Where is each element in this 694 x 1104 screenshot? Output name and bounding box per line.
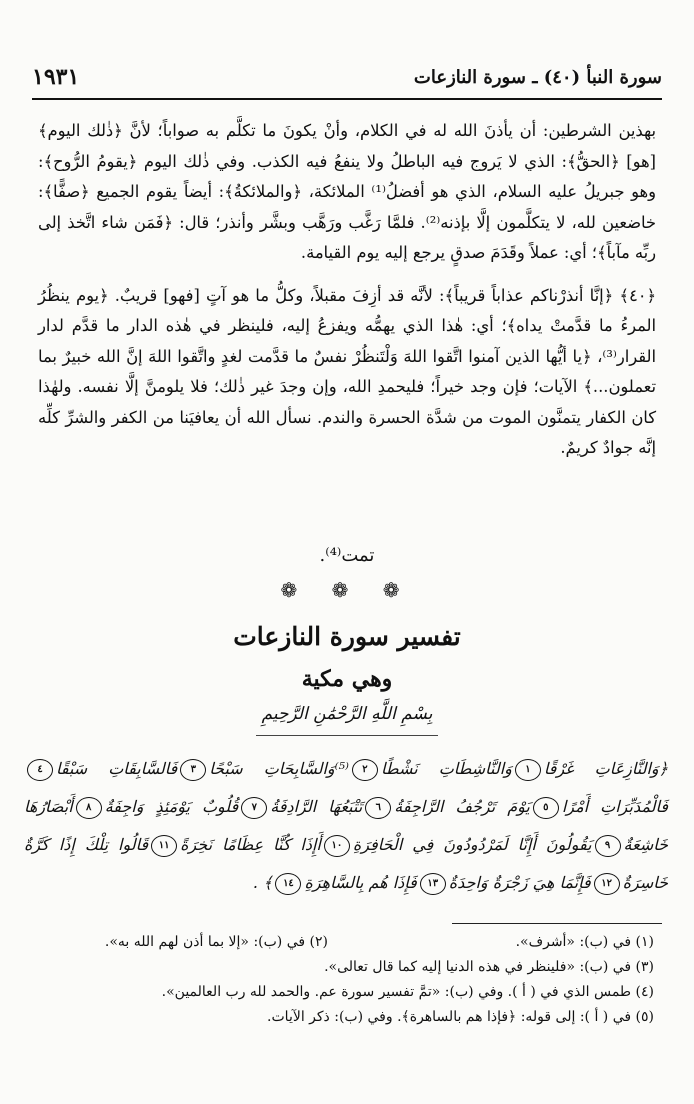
ayah-number-marker: ٦ (365, 797, 391, 819)
footnote-row (40, 955, 654, 980)
basmala-underline (256, 735, 438, 736)
ayah-number-marker: ٩ (595, 835, 621, 857)
ayah-number-marker: ١١ (151, 835, 177, 857)
end-mark: تمت⁽⁴⁾. (319, 545, 375, 566)
commentary-text (38, 116, 656, 464)
ayah-text: فَالسَّابِقَاتِ سَبْقًا (56, 759, 178, 778)
footnote-row (40, 1005, 654, 1030)
footnote: (٤) طمس الذي في ( أ ). وفي (ب): «تمَّ تفسير سورة عم. والحمد لله رب العالمين». (161, 984, 654, 1000)
ayah-text: يَقُولُونَ أَإِنَّا لَمَرْدُودُونَ فِي الْحَافِرَةِ (352, 835, 592, 854)
ayah-number-marker: ١٠ (324, 835, 350, 857)
ayah-number-marker: ٢ (352, 759, 378, 781)
footnote: (٣) في (ب): «فلينظر في هذه الدنيا إليه كما قال تعالى». (324, 959, 654, 975)
ayah-text: أَإِذَا كُنَّا عِظَامًا نَخِرَةً (180, 835, 321, 854)
footnote: (٥) في ( أ ): إلى قوله: ﴿فإذا هم بالساهرة﴾. وفي (ب): ذكر الآيات. (267, 1009, 654, 1025)
quran-open-bracket: ﴿ (658, 759, 669, 778)
ayah-number-marker: ١٣ (420, 873, 446, 895)
page-number: ١٩٣١ (32, 64, 80, 90)
ayah-number-marker: ١ (515, 759, 541, 781)
ayah-number-marker: ١٢ (594, 873, 620, 895)
ayah-text: أَبْصَارُهَا خَاشِعَةٌ (24, 797, 668, 854)
ayah-text: فَالْمُدَبِّرَاتِ أَمْرًا (561, 797, 669, 816)
surah-type: وهي مكية (301, 666, 393, 692)
footnotes (40, 930, 654, 1030)
basmala: بِسْمِ اللَّهِ الرَّحْمَٰنِ الرَّحِيمِ (261, 704, 433, 724)
header-rule (32, 98, 662, 100)
ayah-text: ⁽⁵⁾وَالسَّابِحَاتِ سَبْحًا (209, 759, 349, 778)
ayah-text: يَوْمَ تَرْجُفُ الرَّاجِفَةُ (394, 797, 530, 816)
ayah-text: تَتْبَعُهَا الرَّادِفَةُ (270, 797, 363, 816)
ayah-number-marker: ٣ (180, 759, 206, 781)
footnote: (١) في (ب): «أشرف». (515, 934, 654, 950)
quran-verses (24, 750, 668, 902)
surah-title: تفسير سورة النازعات (233, 622, 461, 651)
ayah-number-marker: ٨ (76, 797, 102, 819)
footnote-rule (452, 923, 662, 924)
ayah-text: فَإِذَا هُم بِالسَّاهِرَةِ (304, 873, 417, 892)
ayah-number-marker: ٧ (241, 797, 267, 819)
ayah-number-marker: ٤ (27, 759, 53, 781)
paragraph: ﴿٤٠﴾ ﴿إنَّا أنذرْناكم عذاباً قريباً﴾: لأنَّه قد أزِفَ مقبلاً، وكلُّ ما هو آتٍ [فهو] قريبٌ. ﴿يوم ينظُرُ المرءُ ما قدَّمتْ يداه﴾؛ أي: هٰذا الذي يهمُّه ويفزعُ إليه، فلينظر في هٰذه الدار ما قدَّم لدار القرار⁽³⁾، ﴿يا أيُّها الذين آمنوا اتَّقوا اللهَ وَلْتَنظُرْ نفسٌ ما قدَّمت لغدٍ واتَّقوا اللهَ إنَّ الله خبيرٌ بما تعملون...﴾ الآيات؛ فإن وجد خيراً؛ فليحمدِ الله، وإن وجدَ غير ذٰلك؛ فلا يلومنَّ إلَّا نفسه. ولهٰذا كان الكفار يتمنَّون الموت من شدَّة الحسرة والندم. نسأل الله أن يعافيَنا من الكفر والشرِّ كلِّه إنَّه جوادٌ كريمٌ. (38, 285, 656, 457)
footnote-row (40, 930, 654, 955)
ayah-number-marker: ٥ (533, 797, 559, 819)
quran-close-bracket: ﴾ . (252, 873, 273, 892)
footnote-row (40, 980, 654, 1005)
ayah-text: قُلُوبٌ يَوْمَئِذٍ وَاجِفَةٌ (104, 797, 239, 816)
running-title: سورة النبأ (٤٠) ـ سورة النازعات (413, 66, 662, 88)
ayah-number-marker: ١٤ (275, 873, 301, 895)
page-header (32, 60, 662, 94)
ayah-text: وَالنَّاشِطَاتِ نَشْطًا (380, 759, 512, 778)
ayah-text: وَالنَّازِعَاتِ غَرْقًا (543, 759, 659, 778)
section-divider-stars: ❁ ❁ ❁ (280, 578, 414, 602)
ayah-text: قَالُوا تِلْكَ إِذًا كَرَّةٌ خَاسِرَةٌ (24, 835, 668, 892)
paragraph: بهذين الشرطين: أن يأذنَ الله له في الكلام، وأنْ يكونَ ما تكلَّم به صواباً؛ لأنَّ ﴿ذٰلك اليوم﴾ [هو] ﴿الحقُّ﴾: الذي لا يَروج فيه الباطلُ ولا ينفعُ فيه الكذب. وفي ذٰلك اليوم ﴿يقومُ الرُّوح﴾: وهو جبريلُ عليه السلام، الذي هو أفضلُ⁽¹⁾ الملائكة، ﴿والملائكةُ﴾: أيضاً يقوم الجميع ﴿صفًّا﴾: خاضعين لله، لا يتكلَّمون إلَّا بإذنه⁽²⁾. فلمَّا رَغَّب ورَهَّب وبشَّر وأنذر؛ قال: ﴿فَمَن شاء اتَّخذ إلى ربِّه مآباً﴾؛ أي: عملاً وقَدَمَ صدقٍ يرجع إليه يوم القيامة. (38, 121, 656, 262)
footnote: (٢) في (ب): «إلا بما أذن لهم الله به». (104, 934, 328, 950)
ayah-text: فَإِنَّمَا هِيَ زَجْرَةٌ وَاحِدَةٌ (448, 873, 591, 892)
